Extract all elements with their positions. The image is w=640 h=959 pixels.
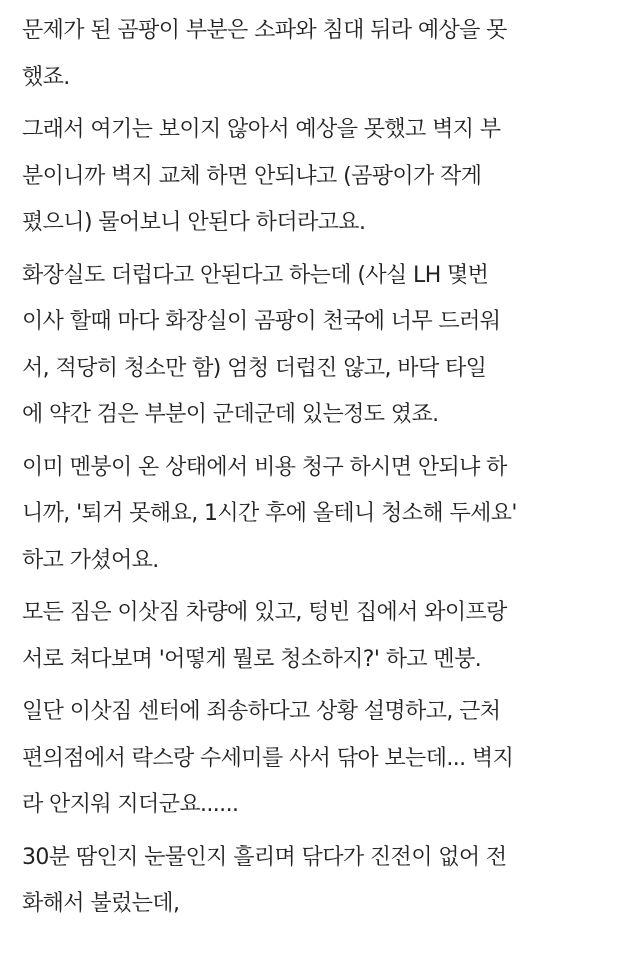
text-line: 에 약간 검은 부분이 군데군데 있는정도 였죠. bbox=[22, 402, 439, 427]
text-line: 했죠. bbox=[22, 64, 70, 90]
text-line: 라 안지워 지더군요...... bbox=[22, 792, 239, 817]
paragraph-3 bbox=[22, 253, 630, 439]
text-line: 니까, '퇴거 못해요, 1시간 후에 올테니 청소해 두세요' bbox=[22, 501, 517, 526]
text-line: 화해서 불렀는데, bbox=[22, 891, 180, 916]
text-line: 문제가 된 곰팡이 부분은 소파와 침대 뒤라 예상을 못 bbox=[22, 18, 507, 43]
text-line: 모든 짐은 이삿짐 차량에 있고, 텅빈 집에서 와이프랑 bbox=[22, 600, 507, 625]
paragraph-1 bbox=[22, 8, 630, 101]
paragraph-2 bbox=[22, 107, 630, 247]
text-line: 그래서 여기는 보이지 않아서 예상을 못했고 벽지 부 bbox=[22, 117, 501, 142]
text-line: 이미 멘붕이 온 상태에서 비용 청구 하시면 안되냐 하 bbox=[22, 454, 507, 480]
text-line: 분이니까 벽지 교체 하면 안되냐고 (곰팡이가 작게 bbox=[22, 163, 482, 189]
text-line: 편의점에서 락스랑 수세미를 사서 닦아 보는데... 벽지 bbox=[22, 745, 514, 771]
text-line: 서, 적당히 청소만 함) 엄청 더럽진 않고, 바닥 타일 bbox=[22, 355, 487, 381]
paragraph-4 bbox=[22, 445, 630, 585]
paragraph-7 bbox=[22, 835, 630, 928]
text-line: 화장실도 더럽다고 안된다고 하는데 (사실 LH 몇번 bbox=[22, 262, 489, 288]
text-line: 서로 쳐다보며 '어떻게 뭘로 청소하지?' 하고 멘붕. bbox=[22, 646, 482, 672]
text-line: 폈으니) 물어보니 안된다 하더라고요. bbox=[22, 210, 366, 235]
text-line: 일단 이삿짐 센터에 죄송하다고 상황 설명하고, 근처 bbox=[22, 699, 501, 724]
paragraph-5 bbox=[22, 590, 630, 683]
paragraph-6 bbox=[22, 689, 630, 829]
text-line: 이사 할때 마다 화장실이 곰팡이 천국에 너무 드러워 bbox=[22, 309, 501, 334]
text-line: 하고 가셨어요. bbox=[22, 547, 159, 573]
text-line: 30분 땀인지 눈물인지 흘리며 닦다가 진전이 없어 전 bbox=[22, 844, 507, 870]
